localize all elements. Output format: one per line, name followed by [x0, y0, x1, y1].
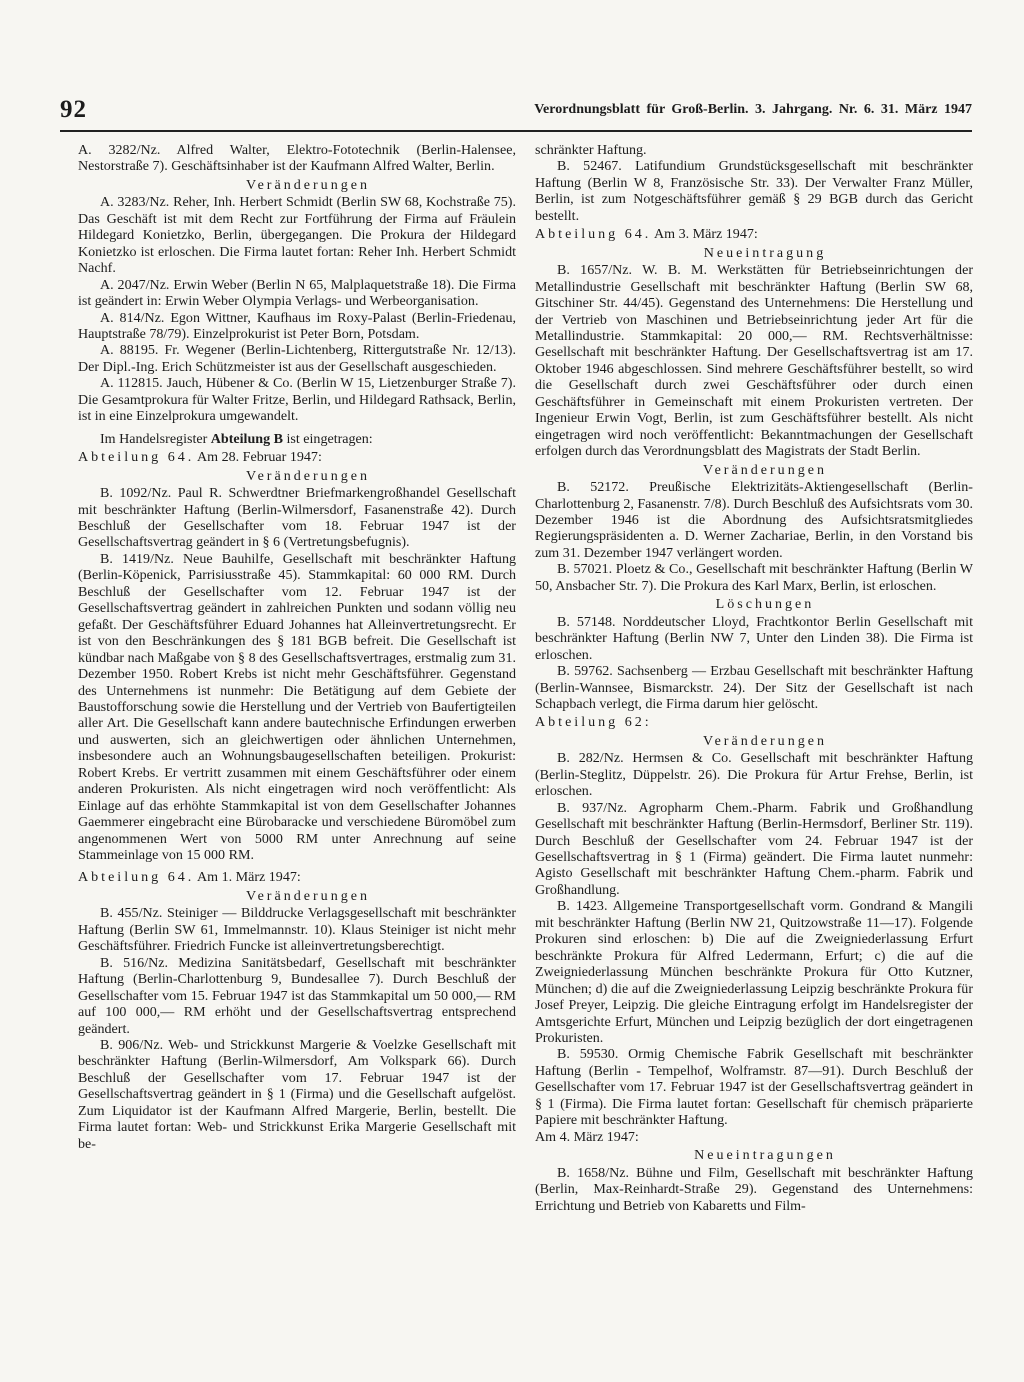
- entry-b-455: B. 455/Nz. Steiniger — Bilddrucke Verlagsgesellschaft mit beschränkter Haftung (Berlin SW 61, Immelmannstr. 10). Klaus Steiniger ist nicht mehr Geschäftsführer. Friedrich Funcke ist alleinvertretungsberechtigt.: [78, 905, 516, 955]
- two-column-body: [78, 142, 973, 1367]
- department-date: Am 3. März 1947:: [651, 226, 758, 243]
- entry-b-52467: B. 52467. Latifundium Grundstücksgesellschaft mit beschränkter Haftung (Berlin W 8, Französische Str. 33). Der Verwalter Franz Müller, Berlin, ist zum Notgeschäftsführer gemäß § 29 BGB durch das Gericht bestellt.: [535, 158, 973, 224]
- entry-b-1419: B. 1419/Nz. Neue Bauhilfe, Gesellschaft mit beschränkter Haftung (Berlin-Köpenick, Parrisiusstraße 45). Stammkapital: 60 000 RM. Durch Beschluß der Gesellschafter vom 12. Februar 1947 ist der Gesellschaftsvertrag geändert in zahlreichen Punkten und sodann völlig neu gefaßt. Der Geschäftsführer Eduard Johannes hat Alleinvertretungsrecht. Er ist von den Beschränkungen des § 181 BGB befreit. Die Gesellschaft ist kündbar nach Maßgabe von § 8 des Gesellschaftsvertrages, erstmalig zum 31. Dezember 1950. Robert Krebs ist nicht mehr Geschäftsführer. Gegenstand des Unternehmens ist nunmehr: Die Betätigung auf dem Gebiete der Baustofforschung sowie die Herstellung und der Vertrieb von Baufertigteilen aller Art. Die Gesellschaft kann andere bautechnische Erfindungen erwerben und auswerten, sich an gleichwertigen oder ähnlichen Unternehmen, insbesondere auch an Wohnungsbaugesellschaften beteiligen. Prokurist: Robert Krebs. Er vertritt zusammen mit einem Geschäftsführer oder einem anderen Prokuristen. Als nicht eingetragen wird noch veröffentlicht: Als Einlage auf das erhöhte Stammkapital ist von dem Gesellschafter Johannes Gaemmerer eingebracht eine Bürobaracke und verschiedene Büromöbel zum angenommenen Wert von 5000 RM unter Anrechnung auf seine Stammeinlage von 15 000 RM.: [78, 550, 516, 864]
- section-heading: Veränderungen: [245, 887, 371, 904]
- entry-b-57148: B. 57148. Norddeutscher Lloyd, Frachtkontor Berlin Gesellschaft mit beschränkter Haftung (Berlin NW 7, Unter den Linden 38). Die Firma ist erloschen.: [535, 613, 973, 663]
- entry-b-282: B. 282/Nz. Hermsen & Co. Gesellschaft mit beschränkter Haftung (Berlin-Steglitz, Düppelstr. 26). Die Prokura für Artur Frehse, Berlin, ist erloschen.: [535, 750, 973, 800]
- section-heading: Veränderungen: [245, 176, 371, 193]
- department-label: Abteilung 62:: [535, 714, 652, 731]
- section-heading: Veränderungen: [245, 467, 371, 484]
- entry-b-59762: B. 59762. Sachsenberg — Erzbau Gesellschaft mit beschränkter Haftung (Berlin-Wannsee, Bismarckstr. 24). Der Sitz der Gesellschaft ist nach Schapbach verlegt, die Firma darum hier gelöscht.: [535, 663, 973, 712]
- department-label: Abteilung 64.: [78, 869, 195, 886]
- entry-b-937: B. 937/Nz. Agropharm Chem.-Pharm. Fabrik und Großhandlung Gesellschaft mit beschränkter Haftung (Berlin-Hermsdorf, Berliner Str. 119). Durch Beschluß der Gesellschafter vom 24. Februar 1947 ist der Gesellschaftsvertrag in § 1 (Firma) geändert. Die Firma lautet nunmehr: Agisto Gesellschaft mit beschränkter Haftung Chem.-pharm. Fabrik und Großhandlung.: [535, 799, 973, 898]
- department-line: [78, 449, 516, 465]
- entry-b-1658: B. 1658/Nz. Bühne und Film, Gesellschaft mit beschränkter Haftung (Berlin, Max-Reinhardt-Straße 29). Gegenstand des Unternehmens: Errichtung und Betrieb von Kabaretts und Film-: [535, 1164, 973, 1214]
- date-line: Am 4. März 1947:: [535, 1128, 639, 1145]
- page-number: 92: [60, 96, 87, 123]
- entry-a-2047: A. 2047/Nz. Erwin Weber (Berlin N 65, Malplaquetstraße 18). Die Firma ist geändert in: Erwin Weber Olympia Verlags- und Werbeorganisation.: [78, 276, 516, 310]
- entry-b-1423: B. 1423. Allgemeine Transportgesellschaft vorm. Gondrand & Mangili mit beschränkter Haftung (Berlin NW 21, Quitzowstraße 11—17). Folgende Prokuren sind erloschen: b) Die auf die Zweigniederlassung Erfurt beschränkte Prokura für Alfred Ledermann, Erfurt; c) die auf die Zweigniederlassung München beschränkte Prokura für Otto Kutzner, München; d) die auf die Zweigniederlassung Leipzig beschränkte Prokura für Josef Preyer, Leipzig. Die gleiche Eintragung erfolgt im Handelsregister der Amtsgerichte Erfurt, München und Leipzig bezüglich der dort eingetragenen Prokuristen.: [535, 898, 973, 1047]
- department-line: [78, 869, 516, 885]
- entry-a-3282: A. 3282/Nz. Alfred Walter, Elektro-Fototechnik (Berlin-Halensee, Nestorstraße 7). Geschäftsinhaber ist der Kaufmann Alfred Walter, Berlin.: [78, 142, 516, 175]
- entry-a-112815: A. 112815. Jauch, Hübener & Co. (Berlin W 15, Lietzenburger Straße 7). Die Gesamtprokura für Walter Fritze, Berlin, und Hildegard Rathsack, Berlin, ist in eine Einzelprokura umgewandelt.: [78, 375, 516, 425]
- entry-b-59530: B. 59530. Ormig Chemische Fabrik Gesellschaft mit beschränkter Haftung (Berlin - Tempelhof, Wolframstr. 87—91). Durch Beschluß der Gesellschafter vom 17. Februar 1947 ist der Gesellschaftsvertrag geändert in § 1 (Firma). Die Firma lautet fortan: Gesellschaft für chemisch präparierte Papiere mit beschränkter Haftung.: [535, 1046, 973, 1129]
- section-heading: Neueintragung: [703, 244, 827, 261]
- running-title: Verordnungsblatt für Groß-Berlin. 3. Jahrgang. Nr. 6. 31. März 1947: [534, 102, 972, 117]
- entry-continuation: schränkter Haftung.: [535, 142, 647, 158]
- department-date: Am 1. März 1947:: [194, 869, 301, 886]
- entry-b-906: B. 906/Nz. Web- und Strickkunst Margerie & Voelzke Gesellschaft mit beschränkter Haftung (Berlin-Wilmersdorf, Am Volkspark 66). Durch Beschluß der Gesellschafter vom 17. Februar 1947 ist der Gesellschaftsvertrag geändert in § 1 (Firma) und die Gesellschaft aufgelöst. Zum Liquidator ist der Kaufmann Alfred Margerie, Berlin, bestellt. Die Firma lautet fortan: Web- und Strickkunst Erika Margerie Gesellschaft mit be-: [78, 1037, 516, 1152]
- register-intro-post: ist eingetragen:: [282, 430, 373, 447]
- entry-a-814: A. 814/Nz. Egon Wittner, Kaufhaus im Roxy-Palast (Berlin-Friedenau, Hauptstraße 78/79). Einzelprokurist ist Peter Born, Potsdam.: [78, 309, 516, 342]
- section-heading: Veränderungen: [702, 461, 828, 478]
- register-intro: [78, 431, 516, 447]
- left-column: [78, 142, 516, 1367]
- register-intro-bold: Abteilung B: [210, 430, 283, 447]
- section-heading: Neueintragungen: [694, 1147, 836, 1164]
- entry-b-52172: B. 52172. Preußische Elektrizitäts-Aktiengesellschaft (Berlin-Charlottenburg 2, Fasanenstr. 7/8). Durch Beschluß des Aufsichtsrats vom 30. Dezember 1946 ist die Abordnung des Aufsichtsratsmitgliedes Regierungspräsidenten a. D. Werner Zachariae, Berlin, in den Vorstand bis zum 31. Dezember 1947 verlängert worden.: [535, 479, 973, 561]
- entry-a-88195: A. 88195. Fr. Wegener (Berlin-Lichtenberg, Rittergutstraße Nr. 12/13). Der Dipl.-Ing. Erich Schützmeister ist aus der Gesellschaft ausgeschieden.: [78, 342, 516, 375]
- department-line: [535, 226, 973, 242]
- entry-b-1092: B. 1092/Nz. Paul R. Schwerdtner Briefmarkengroßhandel Gesellschaft mit beschränkter Haftung (Berlin-Wilmersdorf, Fasanenstraße 42). Durch Beschluß der Gesellschafter vom 18. Februar 1947 ist der Gesellschaftsvertrag geändert in § 6 (Vertretungsbefugnis).: [78, 485, 516, 551]
- department-date: Am 28. Februar 1947:: [194, 449, 322, 466]
- department-label: Abteilung 64.: [78, 449, 195, 466]
- entry-b-57021: B. 57021. Ploetz & Co., Gesellschaft mit beschränkter Haftung (Berlin W 50, Ansbacher Str. 7). Die Prokura des Karl Marx, Berlin, ist erloschen.: [535, 561, 973, 594]
- page-header: [60, 96, 972, 132]
- department-label: Abteilung 64.: [535, 226, 652, 243]
- entry-b-1657: B. 1657/Nz. W. B. M. Werkstätten für Betriebseinrichtungen der Metallindustrie Gesellschaft mit beschränkter Haftung (Berlin SW 68, Gitschiner Str. 44/45). Gegenstand des Unternehmens: Die Herstellung und der Vertrieb von Maschinen und Betriebseinrichtung jeder Art für die Metallindustrie. Stammkapital: 20 000,— RM. Rechtsverhältnisse: Gesellschaft mit beschränkter Haftung. Der Gesellschaftsvertrag ist am 17. Oktober 1946 abgeschlossen. Sind mehrere Geschäftsführer bestellt, so wird die Gesellschaft durch zwei Geschäftsführer oder durch einen Geschäftsführer in Gemeinschaft mit einem Prokuristen vertreten. Der Ingenieur Erwin Vogt, Berlin, ist zum Geschäftsführer bestellt. Als nicht eingetragen wird noch veröffentlicht: Bekanntmachungen der Gesellschaft erfolgen durch das Verordnungsblatt des Magistrats der Stadt Berlin.: [535, 262, 973, 460]
- entry-b-516: B. 516/Nz. Medizina Sanitätsbedarf, Gesellschaft mit beschränkter Haftung (Berlin-Charlottenburg 9, Bundesallee 7). Durch Beschluß der Gesellschafter vom 15. Februar 1947 ist das Stammkapital um 50 000,— RM auf 100 000,— RM erhöht und der Gesellschaftsvertrag entsprechend geändert.: [78, 954, 516, 1037]
- register-intro-pre: Im Handelsregister: [100, 430, 211, 447]
- section-heading: Veränderungen: [702, 732, 828, 749]
- section-heading: Löschungen: [715, 596, 815, 613]
- entry-a-3283: A. 3283/Nz. Reher, Inh. Herbert Schmidt (Berlin SW 68, Kochstraße 75). Das Geschäft ist mit dem Recht zur Fortführung der Firma auf Fräulein Hildegard Konietzko, Berlin, übergegangen. Die Prokura der Hildegard Konietzko ist erloschen. Die Firma lautet fortan: Reher Inh. Herbert Schmidt Nachf.: [78, 194, 516, 277]
- right-column: [535, 142, 973, 1367]
